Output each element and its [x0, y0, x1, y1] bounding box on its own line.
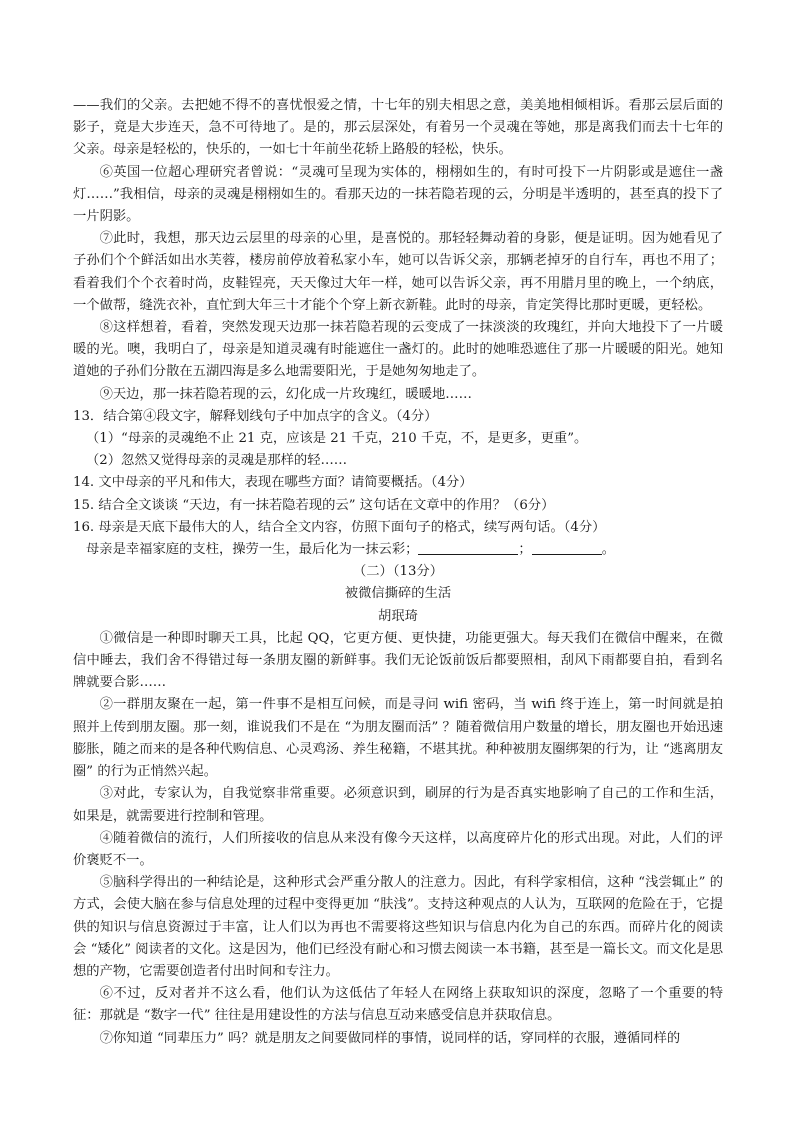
article-author: 胡珉琦 — [378, 608, 418, 624]
question-13-sub-1: （1）“母亲的灵魂绝不止 21 克，应该是 21 千克，210 千克，不，是更多，更重”。 — [86, 431, 588, 447]
paragraph-6: ⑥英国一位超心理研究者曾说：“灵魂可呈现为实体的，栩栩如生的，有时可投下一片阴影或是遮住一盏灯……”我相信，母亲的灵魂是栩栩如生的。看那天边的一抹若隐若现的云，分明是半透明的，甚至真的投下了一片阴影。 — [73, 164, 723, 225]
article-paragraph-2: ②一群朋友聚在一起，第一件事不是相互问候，而是寻问 wifi 密码，当 wifi 终于连上，第一时间就是拍照并上传到朋友圈。那一刻，谁说我们不是在 “为朋友圈而活” ？随着微信用户数量的增长，朋友圈也开始迅速膨胀，随之而来的是各种代购信息、心灵鸡汤、养生秘籍，不堪其扰。种种被朋友圈绑架的行为，让 “逃离朋友圈” 的行为正悄然兴起。 — [73, 697, 723, 780]
question-16: 16. 母亲是天底下最伟大的人，结合全文内容，仿照下面句子的格式，续写两句话。（4分） — [73, 519, 606, 535]
question-13: 13．结合第④段文字，解释划线句子中加点字的含义。（4分） — [73, 408, 438, 424]
question-14: 14. 文中母亲的平凡和伟大，表现在哪些方面？请简要概括。（4分） — [73, 475, 473, 491]
article-paragraph-5: ⑤脑科学得出的一种结论是，这种形式会严重分散人的注意力。因此，有科学家相信，这种 “浅尝辄止” 的方式，会使大脑在参与信息处理的过程中变得更加 “肤浅”。支持这种观点的人认为，互联网的危险在于，它提供的知识与信息资源过于丰富，让人们以为再也不需要将这些知识与信息内化为自己的东西。而碎片化的阅读会 “矮化” 阅读者的文化。这是因为，他们已经没有耐心和习惯去阅读一本书籍，甚至是一篇长文。而文化是思想的产物，它需要创造者付出时间和专注力。 — [73, 875, 723, 979]
page-content — [73, 95, 723, 1050]
article-title: 被微信撕碎的生活 — [344, 586, 452, 602]
article-paragraph-4: ④随着微信的流行，人们所接收的信息从来没有像今天这样，以高度碎片化的形式出现。对此，人们的评价褒贬不一。 — [73, 830, 723, 868]
question-13-sub-2: （2）忽然又觉得母亲的灵魂是那样的轻…… — [86, 453, 348, 469]
article-paragraph-3: ③对此，专家认为，自我觉察非常重要。必须意识到，刷屏的行为是否真实地影响了自己的工作和生活，如果是，就需要进行控制和管理。 — [73, 786, 723, 824]
paragraph-7: ⑦此时，我想，那天边云层里的母亲的心里，是喜悦的。那轻轻舞动着的身影，便是证明。因为她看见了子孙们个个鲜活如出水芙蓉，楼房前停放着私家小车，她可以告诉父亲，那辆老掉牙的自行车，再也不用了；看着我们个个衣着时尚，皮鞋锃亮，天天像过大年一样，她可以告诉父亲，再不用腊月里的晚上，一个纳底，一个做帮，缝洗衣补，直忙到大年三十才能个个穿上新衣新鞋。此时的母亲，肯定笑得比那时更暖，更轻松。 — [73, 231, 723, 313]
article-paragraph-7: ⑦你知道 “同辈压力” 吗？就是朋友之间要做同样的事情，说同样的话，穿同样的衣服，遵循同样的 — [99, 1030, 681, 1046]
answer-blank-2[interactable] — [532, 540, 602, 555]
section-label: （二）（13分） — [352, 564, 444, 580]
question-16-separator: ； — [518, 542, 532, 558]
question-16-example-text: 母亲是幸福家庭的支柱，操劳一生，最后化为一抹云彩； — [86, 542, 419, 558]
answer-blank-1[interactable] — [418, 540, 518, 555]
article-paragraph-6: ⑥不过，反对者并不这么看，他们认为这低估了年轻人在网络上获取知识的深度，忽略了一个重要的特征：那就是 “数字一代” 往往是用建设性的方法与信息互动来感受信息并获取信息。 — [73, 986, 723, 1024]
question-15: 15. 结合全文谈谈 “天边，有一抹若隐若现的云” 这句话在文章中的作用？（6分） — [73, 497, 555, 513]
article-paragraph-1: ①微信是一种即时聊天工具，比起 QQ，它更方便、更快捷，功能更强大。每天我们在微信中醒来，在微信中睡去，我们舍不得错过每一条朋友圈的新鲜事。我们无论饭前饭后都要照相，刮风下雨都要自拍，看到名牌就要合影…… — [73, 630, 723, 691]
question-16-end: 。 — [601, 542, 616, 558]
question-16-example — [73, 539, 723, 561]
paragraph-9: ⑨天边，那一抹若隐若现的云，幻化成一片玫瑰红，暖暖地…… — [99, 386, 472, 402]
paragraph-continuation: ——我们的父亲。去把她不得不的喜忧恨爱之情，十七年的别夫相思之意，美美地相倾相诉。看那云层后面的影子，竟是大步连天，急不可待地了。是的，那云层深处，有着另一个灵魂在等她，那是离我们而去十七年的父亲。母亲是轻松的，快乐的，一如七十年前坐花轿上路般的轻松，快乐。 — [73, 98, 723, 158]
paragraph-8: ⑧这样想着，看着，突然发现天边那一抹若隐若现的云变成了一抹淡淡的玫瑰红，并向大地投下了一片暖暖的光。噢，我明白了，母亲是知道灵魂有时能遮住一盏灯的。此时的她唯恐遮住了那一片暖暖的阳光。她知道她的子孙们分散在五湖四海是多么地需要阳光，于是她匆匆地走了。 — [73, 320, 723, 380]
